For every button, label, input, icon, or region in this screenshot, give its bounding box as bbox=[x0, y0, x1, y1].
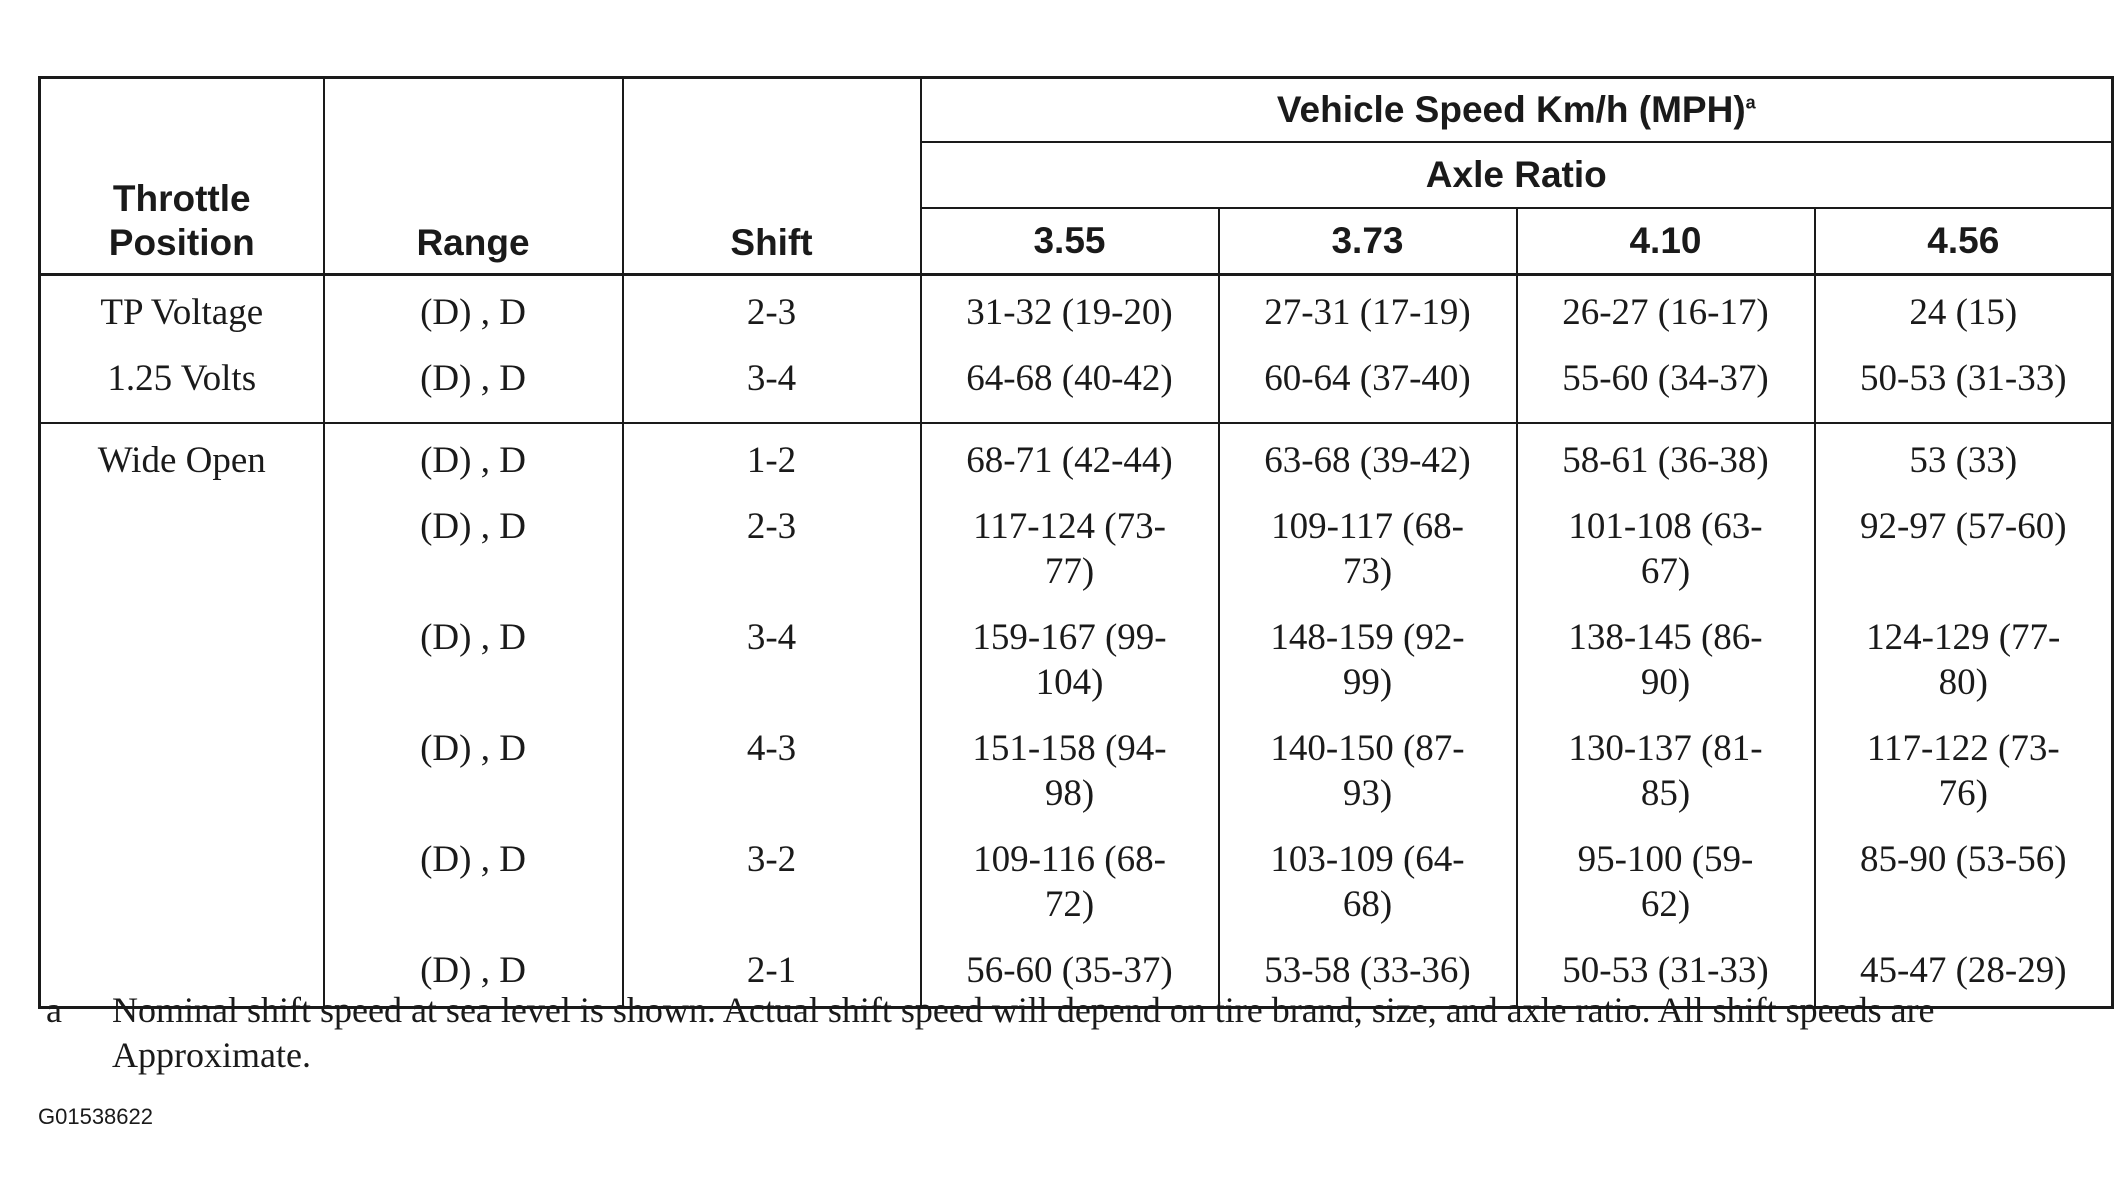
speed-cell: 50-53 (31-33) bbox=[1815, 356, 2113, 423]
shift-cell: 2-3 bbox=[623, 275, 921, 357]
speed-cell: 130-137 (81-85) bbox=[1517, 726, 1815, 837]
speed-cell: 63-68 (39-42) bbox=[1219, 423, 1517, 504]
throttle-cell: Wide Open bbox=[97, 440, 266, 481]
throttle-cell: 1.25 Volts bbox=[40, 356, 324, 423]
header-ratio-4-10: 4.10 bbox=[1517, 208, 1815, 275]
speed-cell: 148-159 (92-99) bbox=[1219, 615, 1517, 726]
shift-cell: 2-1 bbox=[623, 948, 921, 1008]
speed-cell: 24 (15) bbox=[1815, 275, 2113, 357]
figure-id: G01538622 bbox=[38, 1104, 153, 1129]
range-cell: (D) , D bbox=[324, 837, 623, 948]
speed-cell: 151-158 (94-98) bbox=[921, 726, 1219, 837]
header-range-label: Range bbox=[416, 222, 530, 263]
header-ratio-3-73: 3.73 bbox=[1219, 208, 1517, 275]
speed-cell: 53 (33) bbox=[1815, 423, 2113, 504]
header-shift-label: Shift bbox=[730, 222, 813, 263]
footnote bbox=[46, 988, 2036, 1078]
range-cell: (D) , D bbox=[324, 948, 623, 1008]
speed-cell: 138-145 (86-90) bbox=[1517, 615, 1815, 726]
header-ratio-3-55: 3.55 bbox=[921, 208, 1219, 275]
header-ratio-4-56: 4.56 bbox=[1815, 208, 2113, 275]
header-axle-ratio-label: Axle Ratio bbox=[1425, 154, 1607, 195]
speed-cell: 95-100 (59-62) bbox=[1517, 837, 1815, 948]
throttle-cell bbox=[40, 504, 324, 615]
speed-cell: 124-129 (77-80) bbox=[1815, 615, 2113, 726]
speed-cell: 117-124 (73-77) bbox=[921, 504, 1219, 615]
speed-cell: 60-64 (37-40) bbox=[1219, 356, 1517, 423]
shift-cell: 2-3 bbox=[623, 504, 921, 615]
shift-speed-table bbox=[38, 76, 2114, 1009]
table-row bbox=[40, 837, 2113, 948]
speed-cell: 68-71 (42-44) bbox=[921, 423, 1219, 504]
table-row bbox=[40, 423, 2113, 504]
shift-cell: 3-4 bbox=[623, 615, 921, 726]
range-cell: (D) , D bbox=[324, 726, 623, 837]
speed-cell: 85-90 (53-56) bbox=[1815, 837, 2113, 948]
throttle-cell bbox=[40, 837, 324, 948]
speed-cell: 117-122 (73-76) bbox=[1815, 726, 2113, 837]
shift-cell: 1-2 bbox=[623, 423, 921, 504]
range-cell: (D) , D bbox=[324, 504, 623, 615]
shift-cell: 4-3 bbox=[623, 726, 921, 837]
speed-cell: 26-27 (16-17) bbox=[1517, 275, 1815, 357]
table-row bbox=[40, 356, 2113, 423]
range-cell: (D) , D bbox=[324, 275, 623, 357]
throttle-cell bbox=[40, 615, 324, 726]
header-vehicle-speed-label: Vehicle Speed Km/h (MPH) bbox=[1276, 89, 1746, 130]
speed-cell: 56-60 (35-37) bbox=[921, 948, 1219, 1008]
shift-cell: 3-2 bbox=[623, 837, 921, 948]
table-row bbox=[40, 504, 2113, 615]
footnote-text: Nominal shift speed at sea level is shown. Actual shift speed will depend on tire brand, size, and axle ratio. All shift speeds are Approximate. bbox=[112, 990, 1935, 1075]
range-cell: (D) , D bbox=[324, 615, 623, 726]
speed-cell: 45-47 (28-29) bbox=[1815, 948, 2113, 1008]
table-row bbox=[40, 615, 2113, 726]
header-shift bbox=[623, 78, 921, 275]
shift-cell: 3-4 bbox=[623, 356, 921, 423]
throttle-cell: TP Voltage bbox=[100, 292, 264, 333]
footnote-reference: a bbox=[1745, 92, 1756, 113]
header-throttle-position-label: Throttle Position bbox=[108, 178, 255, 263]
speed-cell: 103-109 (64-68) bbox=[1219, 837, 1517, 948]
speed-cell: 58-61 (36-38) bbox=[1517, 423, 1815, 504]
footnote-marker: a bbox=[46, 990, 62, 1030]
speed-cell: 55-60 (34-37) bbox=[1517, 356, 1815, 423]
speed-cell: 101-108 (63-67) bbox=[1517, 504, 1815, 615]
speed-cell: 53-58 (33-36) bbox=[1219, 948, 1517, 1008]
header-range bbox=[324, 78, 623, 275]
speed-cell: 140-150 (87-93) bbox=[1219, 726, 1517, 837]
range-cell: (D) , D bbox=[324, 423, 623, 504]
range-cell: (D) , D bbox=[324, 356, 623, 423]
table-row bbox=[40, 275, 2113, 357]
table-row bbox=[40, 726, 2113, 837]
speed-cell: 92-97 (57-60) bbox=[1815, 504, 2113, 615]
speed-cell: 159-167 (99-104) bbox=[921, 615, 1219, 726]
header-axle-ratio bbox=[921, 142, 2113, 208]
speed-cell: 64-68 (40-42) bbox=[921, 356, 1219, 423]
speed-cell: 109-116 (68-72) bbox=[921, 837, 1219, 948]
speed-cell: 27-31 (17-19) bbox=[1219, 275, 1517, 357]
speed-cell: 50-53 (31-33) bbox=[1517, 948, 1815, 1008]
shift-speed-table-container bbox=[38, 76, 2122, 1009]
speed-cell: 31-32 (19-20) bbox=[921, 275, 1219, 357]
throttle-cell bbox=[40, 726, 324, 837]
header-throttle-position bbox=[40, 78, 324, 275]
header-vehicle-speed bbox=[921, 78, 2113, 143]
speed-cell: 109-117 (68-73) bbox=[1219, 504, 1517, 615]
